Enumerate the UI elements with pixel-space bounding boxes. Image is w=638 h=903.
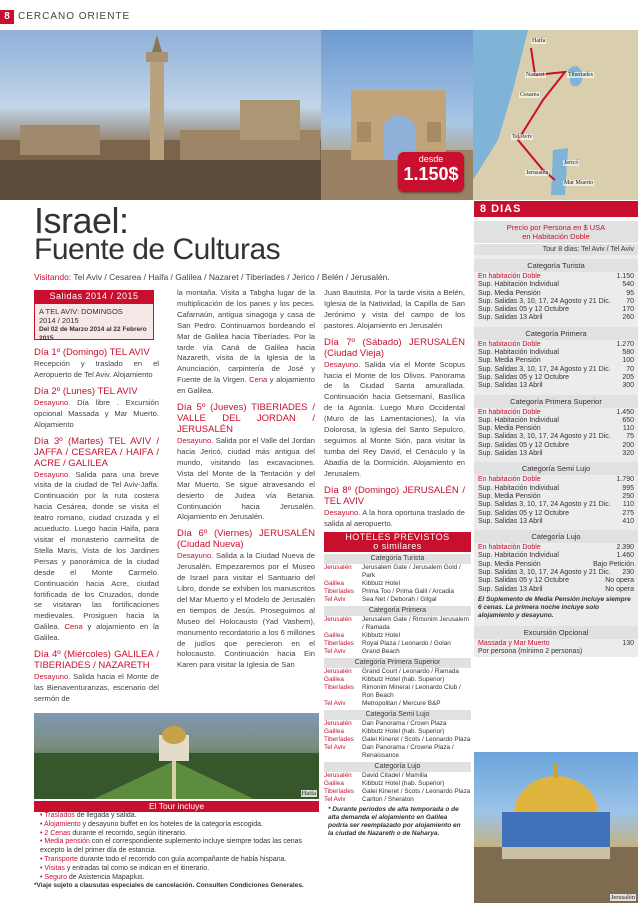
caption-jerusalem: Jerusalén: [610, 894, 635, 901]
price-label: Sup. Salidas 05 y 12 Octubre: [478, 441, 570, 449]
body-text: Recepción y traslado en el Aeropuerto de Tel Aviv. Alojamiento: [34, 359, 159, 379]
price-label: Sup. Media Pensión: [478, 357, 541, 365]
hotel-city: Galilea: [324, 780, 344, 787]
body-text: Salida para una breve visita de la ciudad de Tel Aviv-Jaffa. Continuación por la ruta costera hacia Cesárea, donde se visita el teatro romano, ciudad cruzada y el acueducto. Luego hacia Haifa, para visitar el monasterio carmelita de Stella Maris, Vista de los Jardines Persas y panorámica de la ciudad desde el Monte Carmelo. Continuación hacia Acre, ciudad fortificada de los Cruzados, donde se visitaran las fortificaciones medievales. Prosiguen hacia la Galilea.: [34, 469, 159, 632]
tour-item-text: de llegada y salida.: [74, 812, 137, 819]
price-label: Sup. Habitación Individual: [478, 416, 559, 424]
price-value: 110: [622, 425, 634, 433]
price-label: Sup. Habitación Individual: [478, 552, 559, 560]
price-label: Sup. Media Pensión: [478, 560, 541, 568]
price-label: En habitación Doble: [478, 408, 541, 416]
price-value: No opera: [605, 577, 634, 585]
price-header-line1: Precio por Persona en $ USA: [506, 223, 606, 232]
hotels-subtitle: o similares: [373, 541, 422, 551]
page-title-line1: Israel:: [34, 200, 129, 241]
tour-item: [34, 821, 319, 830]
price-row: [474, 349, 638, 357]
hotel-names: Grand Beach: [362, 648, 400, 655]
tour-item-text: y desayuno buffet en los hoteles de la categoría escogida.: [80, 820, 263, 828]
photo-jerusalem-minaret: [0, 30, 321, 200]
hotel-city: Jerusalén: [324, 564, 352, 571]
departures-header: Salidas 2014 / 2015: [34, 290, 154, 303]
tour-item: [34, 838, 319, 856]
departures-line1: A TEL AVIV: DOMINGOS: [39, 307, 123, 316]
itinerary-col1: [34, 342, 159, 705]
hotel-names: Prima Too / Prima Galil / Arcadia: [362, 588, 454, 595]
hotel-row: [324, 736, 471, 744]
hotel-names: Dan Panorama / Crowne Plaza / Renaissance: [362, 744, 454, 759]
price-value: 1.460: [616, 552, 634, 560]
day-heading: Día 4º (Miércoles) GALILEA / TIBERIADES / NAZARETH: [34, 649, 159, 672]
price-row: [474, 450, 638, 458]
hotel-names: Kibbutz Hotel (hab. Superior): [362, 676, 445, 683]
price-value: 995: [622, 484, 634, 492]
price-row: [474, 476, 638, 484]
hotel-city: Tel Aviv: [324, 796, 346, 803]
price-row: [474, 577, 638, 585]
tour-item-key: • Seguro: [40, 873, 67, 881]
hotel-names: Kibbutz Hotel: [362, 632, 401, 639]
tour-item: [34, 830, 319, 839]
section-title: CERCANO ORIENTE: [18, 11, 131, 22]
tour-item-key: • Transporte: [40, 855, 78, 863]
day-heading: Día 5º (Jueves) TIBERIADES / VALLE DEL JORDAN / JERUSALÉN: [177, 402, 315, 436]
price-row: [474, 433, 638, 441]
day-text: [324, 360, 465, 480]
price-tour: Tour 8 días: Tel Aviv / Tel Aviv: [474, 243, 638, 255]
badge-price: 1.150$: [403, 164, 459, 184]
map-label-jerico: Jericó: [564, 160, 579, 166]
price-row: [474, 290, 638, 298]
price-row: [474, 298, 638, 306]
price-row: [474, 552, 638, 560]
body-text: Día libre . Excursión opcional Massada y Mar Muerto. Alojamiento: [34, 397, 159, 429]
price-label: Sup. Salidas 05 y 12 Octubre: [478, 509, 570, 517]
body-text: Salida vía el Monte Scopus hacia el Monte de los Olivos. Panorama de la Ciudad Santa amurallada. Continuación hacia Getsemaní, Basílica de la Agonía. Luego Muro Occidental (Muro de las Lamentaciones), la vía Dolorosa, la Iglesia del Santo Sepulcro, seguimos al Monte Sión, para visitar la tumba del Rey David, el Cenáculo y la Abadía de la Dormición. Alojamiento en Jerusalem.: [324, 359, 465, 478]
tour-item-text: de Asistencia Mapaplus.: [66, 873, 145, 881]
price-value: 540: [622, 281, 634, 289]
visiting-label: Visitando:: [34, 272, 72, 282]
hotel-category: Categoría Primera Superior: [324, 658, 471, 668]
price-value: 275: [622, 509, 634, 517]
page-title-line2: Fuente de Culturas: [34, 233, 281, 266]
hotels-title: HOTELES PREVISTOS: [345, 532, 450, 542]
price-value: 410: [622, 517, 634, 525]
highlight-text: Desayuno.: [34, 397, 71, 407]
hotel-city: Tiberíades: [324, 588, 354, 595]
departures-line2: 2014 / 2015: [39, 316, 79, 325]
price-row: [474, 510, 638, 518]
body-text: A la hora oportuna traslado de salida al aeropuerto.: [324, 507, 465, 528]
hotel-row: [324, 596, 471, 604]
price-category: Categoría Lujo: [474, 530, 638, 543]
price-row: [474, 409, 638, 417]
day-text: [34, 672, 159, 705]
map-label-nazaret: Nazaret: [526, 72, 545, 78]
hotel-names: Dan Panorama / Crown Plaza: [362, 720, 447, 727]
hotel-category: Categoría Lujo: [324, 762, 471, 772]
highlight-text: Desayuno.: [324, 359, 361, 369]
price-label: Sup. Salidas 05 y 12 Octubre: [478, 577, 570, 585]
price-label: Sup. Salidas 13 Abril: [478, 382, 543, 390]
tour-includes-list: [34, 812, 319, 882]
highlight-text: Desayuno.: [34, 672, 71, 682]
price-row: [474, 485, 638, 493]
price-label: Sup. Habitación Individual: [478, 281, 559, 289]
map-label-jerusalen: Jerusalén: [526, 170, 549, 176]
price-value: 75: [626, 433, 634, 441]
hotel-names: David Citadel / Mamilla: [362, 772, 428, 779]
day-text: [177, 288, 315, 397]
price-value: 200: [622, 441, 634, 449]
hotel-city: Tiberíades: [324, 736, 354, 743]
price-row: [474, 501, 638, 509]
hotel-names: Sea Net / Deborah / Gilgal: [362, 596, 437, 603]
day-text: [177, 551, 315, 671]
visiting-text: Tel Aviv / Cesarea / Haifa / Galilea / Nazaret / Tiberiades / Jerico / Belén / Jerusalén.: [71, 272, 390, 282]
hotel-names: Kibbutz Hotel (hab. Superior): [362, 728, 445, 735]
tour-item-key: • Media pensión: [40, 838, 90, 846]
price-category: Categoría Turista: [474, 259, 638, 272]
hotel-city: Jerusalén: [324, 772, 352, 779]
departures-box: [34, 303, 154, 340]
day-text: [324, 508, 465, 530]
price-value: 1.450: [616, 408, 634, 416]
day-heading: Día 2º (Lunes) TEL AVIV: [34, 385, 138, 397]
hotel-city: Galilea: [324, 728, 344, 735]
tour-item: [34, 812, 319, 821]
price-row: [474, 569, 638, 577]
hotels-list: [324, 554, 471, 804]
footer-note: *Viaje sujeto a clausulas especiales de cancelación. Consulten Condiciones Generales.: [34, 882, 304, 889]
body-text: Salida por el Valle del Jordan hacia Jericó, ciudad más antigua del mundo, visitando las excavaciones. Vista del Monte de la Tentación y del Mar Muerto. Se sigue atravesando el desierto de Judea vía Betania. Continuación hacia Jerusalén. Alojamiento en Jerusalén.: [177, 436, 315, 522]
price-row: [474, 382, 638, 390]
highlight-text: Desayuno.: [34, 469, 71, 479]
tour-item-key: • 2 Cenas: [40, 829, 71, 837]
hotels-note: * Durante periodos de alta temporada o de alta demanda el alojamiento en Galilea podría ser reemplazado por alojamiento en la ciudad de Nazareth o de Naharya.: [328, 806, 461, 837]
body-text: Salida a la Ciudad Nueva de Jerusalén. Empezaremos por el Museo de Israel para visitar el Santuario del Libro, donde se exhiben los manuscritos del Mar Muerto y el Modelo de Jerusalén en tiempos de Jesús. Proseguimos al Museo del Holocausto (Yad Vashem), monumento recordatorio a los 6 millones de judíos que perecieron en el holocausto. Continuación hacia Ein Karen para visitar la Iglesia de San: [177, 551, 315, 670]
price-row: [474, 314, 638, 322]
price-row: [474, 366, 638, 374]
map-label-cesarea: Cesarea: [520, 92, 539, 98]
highlight-text: Desayuno.: [324, 507, 361, 517]
hotel-category: Categoría Turista: [324, 554, 471, 564]
hotel-row: [324, 676, 471, 684]
price-label: Sup. Salidas 3, 10, 17, 24 Agosto y 21 Dic.: [478, 433, 611, 441]
tour-item-text: y entradas tal como se indican en el itinerario.: [64, 864, 210, 872]
hotel-city: Jerusalén: [324, 668, 352, 675]
hotel-city: Tiberíades: [324, 788, 354, 795]
hotel-names: Metropolitan / Mercure B&P: [362, 700, 441, 707]
hotels-header: [324, 532, 471, 552]
price-categories: [474, 259, 638, 594]
excursion-row: [474, 648, 638, 656]
excursion-label: Por persona (mínimo 2 personas): [478, 648, 583, 656]
hotel-row: [324, 780, 471, 788]
price-value: 70: [626, 297, 634, 305]
day-heading: Día 1º (Domingo) TEL AVIV: [34, 347, 150, 358]
hotel-names: Galei Kineret / Scots / Leonardo Plaza: [362, 736, 471, 743]
price-category: Categoría Primera: [474, 327, 638, 340]
map-label-tel-aviv: Tel Aviv: [512, 134, 533, 140]
price-label: Sup. Salidas 13 Abril: [478, 450, 543, 458]
price-value: 2.390: [616, 544, 634, 552]
price-row: [474, 425, 638, 433]
hotel-names: Kibbutz Hotel: [362, 580, 401, 587]
day-text: [34, 359, 159, 381]
hotel-row: [324, 684, 471, 700]
map-label-haifa: Haifa: [532, 38, 546, 44]
hotel-row: [324, 648, 471, 656]
days-header: 8 DIAS: [474, 201, 638, 217]
hotel-row: [324, 632, 471, 640]
hotel-category: Categoría Primera: [324, 606, 471, 616]
price-header: [474, 221, 638, 243]
body-text: Salida hacia el Monte de las Bienaventuranzas, escenario del sermón de: [34, 672, 159, 703]
hotel-row: [324, 580, 471, 588]
hotel-row: [324, 668, 471, 676]
price-value: 580: [622, 349, 634, 357]
hotel-names: Rimonim Mineral / Leonardo Club / Ron Beach: [362, 684, 461, 699]
caption-haifa: Haifa: [301, 790, 316, 797]
price-label: Sup. Salidas 13 Abril: [478, 314, 543, 322]
price-row: [474, 442, 638, 450]
hotel-city: Tel Aviv: [324, 744, 346, 751]
map-label-tiberiades: Tiberiades: [568, 72, 594, 78]
price-value: 250: [622, 492, 634, 500]
day-heading: Día 6º (Viernes) JERUSALÉN (Ciudad Nueva): [177, 528, 315, 551]
hotel-row: [324, 700, 471, 708]
price-label: Sup. Habitación Individual: [478, 349, 559, 357]
excursion-price: 130: [622, 639, 634, 647]
hotel-city: Tel Aviv: [324, 700, 346, 707]
hotel-city: Jerusalén: [324, 616, 352, 623]
page-number: 8: [0, 10, 14, 24]
body-text: Juan Bautista. Por la tarde visita a Belén, Iglesia de la Natividad, la Capilla de San Jerónimo y vista del campo de los pastores. Alojamiento en Jerusalén: [324, 288, 465, 330]
price-label: En habitación Doble: [478, 340, 541, 348]
price-row: [474, 306, 638, 314]
day-text: [34, 398, 159, 431]
price-label: En habitación Doble: [478, 273, 541, 280]
hotel-row: [324, 772, 471, 780]
price-label: Sup. Habitación Individual: [478, 484, 559, 492]
hotel-city: Tel Aviv: [324, 596, 346, 603]
hotel-row: [324, 588, 471, 596]
hotel-city: Jerusalén: [324, 720, 352, 727]
hotel-row: [324, 564, 471, 580]
price-category: Categoría Primera Superior: [474, 395, 638, 408]
price-value: 95: [626, 289, 634, 297]
hotel-city: Galilea: [324, 676, 344, 683]
price-value: 170: [622, 306, 634, 314]
price-row: [474, 544, 638, 552]
excursion-label: Massada y Mar Muerto: [478, 639, 550, 647]
price-note: El Suplemento de Media Pensión incluye siempre 6 cenas. La primera noche incluye solo alojamiento y desayuno.: [478, 595, 631, 619]
price-row: [474, 586, 638, 594]
price-box: [474, 221, 638, 657]
price-value: 320: [622, 450, 634, 458]
excursion-row: [474, 640, 638, 648]
departures-line3: Del 02 de Marzo 2014 al 22 Febrero 2015: [39, 326, 147, 342]
price-row: [474, 341, 638, 349]
tour-item-key: • Traslados: [40, 812, 75, 819]
price-header-line2: en Habitación Doble: [522, 232, 590, 241]
price-label: Sup. Salidas 3, 10, 17, 24 Agosto y 21 Dic.: [478, 569, 611, 577]
day-heading: Día 7º (Sábado) JERUSALÉN (Ciudad Vieja): [324, 336, 465, 359]
hotels-box: [324, 532, 471, 840]
body-text: la montaña. Visita a Tabgha lugar de la multiplicación de los panes y los peces. Cafarnaún, antigua sinagoga y casa de San Pedro. Continuamos bordeando el Mar de Galilea hacia Tiberíades. Por la tarde vía Caná de Galilea hacia Nazareth, visita de la Iglesia de la Anunciación, carpintería de José y Fuente de la Virgen.: [177, 288, 315, 385]
hotel-names: Kibbutz Hotel (hab. Superior): [362, 780, 445, 787]
price-label: Sup. Salidas 3, 10, 17, 24 Agosto y 21 Dic.: [478, 365, 611, 373]
price-value: 1.790: [616, 476, 634, 484]
hotel-row: [324, 728, 471, 736]
price-label: Sup. Salidas 3, 10, 17, 24 Agosto y 21 Dic.: [478, 297, 611, 305]
price-value: No opera: [605, 585, 634, 593]
tour-item-key: • Alojamiento: [40, 820, 81, 828]
price-value: Bajo Petición: [593, 560, 634, 568]
price-row: [474, 374, 638, 382]
price-label: Sup. Salidas 05 y 12 Octubre: [478, 306, 570, 314]
photo-dome-of-the-rock: [474, 752, 638, 903]
optional-excursion-header: Excursión Opcional: [474, 626, 638, 639]
tour-item-key: • Visitas: [40, 864, 65, 872]
hotel-row: [324, 788, 471, 796]
hotel-row: [324, 720, 471, 728]
tour-item: [34, 865, 319, 874]
price-value: 650: [622, 416, 634, 424]
price-label: Sup. Media Pensión: [478, 492, 541, 500]
price-value: 100: [622, 357, 634, 365]
day-text: [324, 288, 465, 332]
photo-haifa-gardens: [34, 713, 319, 799]
body-text: y alojamiento en la Galilea.: [34, 622, 160, 643]
body-text: y alojamiento en Galilea.: [177, 375, 315, 396]
hotel-category: Categoría Semi Lujo: [324, 710, 471, 720]
hotel-row: [324, 616, 471, 632]
price-row: [474, 357, 638, 365]
route-map: [473, 30, 638, 200]
tour-item-text: durante el recorrido, según itinerario.: [70, 829, 187, 837]
price-label: Sup. Media Pensión: [478, 425, 541, 433]
price-label: Sup. Media Pensión: [478, 289, 541, 297]
hotel-city: Galilea: [324, 580, 344, 587]
price-label: Sup. Salidas 05 y 12 Octubre: [478, 373, 570, 381]
day-text: [34, 470, 159, 645]
hotel-names: Jerusalem Gate / Rimonim Jerusalem / Ramada: [362, 616, 469, 631]
optional-excursion-rows: [474, 640, 638, 657]
price-category: Categoría Semi Lujo: [474, 462, 638, 475]
hotel-names: Royal Plaza / Leonardo / Golan: [362, 640, 451, 647]
hotel-row: [324, 640, 471, 648]
day-text: [177, 436, 315, 523]
tour-item-text: durante todo el recorrido con guía acompañante de habla hispana.: [77, 855, 287, 863]
visiting-line: [34, 272, 464, 282]
price-label: En habitación Doble: [478, 476, 541, 484]
itinerary-col3: [324, 288, 465, 529]
hotel-names: Jerusalem Gate / Jerusalem Gold / Park: [362, 564, 461, 579]
tour-item-text: con el correspondiente suplemento incluye siempre todas las cenas excepto la del primer día de estancia.: [40, 838, 303, 855]
price-badge: [398, 152, 464, 192]
price-value: 300: [622, 382, 634, 390]
hotel-names: Grand Court / Leonardo / Ramada: [362, 668, 459, 675]
tour-item: [34, 856, 319, 865]
price-value: 1.150: [616, 273, 634, 280]
price-label: Sup. Salidas 13 Abril: [478, 585, 543, 593]
hotel-city: Tel Aviv: [324, 648, 346, 655]
highlight-text: Cena: [64, 622, 83, 632]
day-heading: Día 3º (Martes) TEL AVIV / JAFFA / CESAREA / HAIFA / ACRE / GALILEA: [34, 435, 159, 469]
price-label: Sup. Salidas 3, 10, 17, 24 Agosto y 21 Dic.: [478, 501, 611, 509]
hotel-names: Carlton / Sheraton: [362, 796, 414, 803]
price-row: [474, 561, 638, 569]
itinerary-col2: [177, 288, 315, 671]
price-value: 110: [622, 501, 634, 509]
price-value: 230: [622, 569, 634, 577]
hotel-names: Galei Kineret / Scots / Leonardo Plaza: [362, 788, 471, 795]
hotel-city: Galilea: [324, 632, 344, 639]
hotel-row: [324, 744, 471, 760]
price-label: Sup. Salidas 13 Abril: [478, 517, 543, 525]
price-value: 1.270: [616, 340, 634, 348]
hotel-city: Tiberíades: [324, 684, 354, 691]
tour-includes-header: El Tour incluye: [34, 801, 319, 812]
price-value: 260: [622, 314, 634, 322]
highlight-text: Cena: [249, 375, 268, 385]
tour-includes: [34, 801, 319, 882]
highlight-text: Desayuno.: [177, 551, 214, 561]
price-row: [474, 493, 638, 501]
price-row: [474, 273, 638, 281]
price-row: [474, 417, 638, 425]
hotel-row: [324, 796, 471, 804]
price-row: [474, 518, 638, 526]
badge-from: desde: [418, 154, 444, 164]
day-heading: Día 8º (Domingo) JERUSALÉN / TEL AVIV: [324, 484, 465, 507]
price-value: 70: [626, 365, 634, 373]
map-label-mar-muerto: Mar Muerto: [564, 180, 594, 186]
price-row: [474, 281, 638, 289]
price-label: En habitación Doble: [478, 544, 541, 552]
price-value: 205: [622, 373, 634, 381]
hotel-city: Tiberíades: [324, 640, 354, 647]
highlight-text: Desayuno.: [177, 436, 214, 446]
